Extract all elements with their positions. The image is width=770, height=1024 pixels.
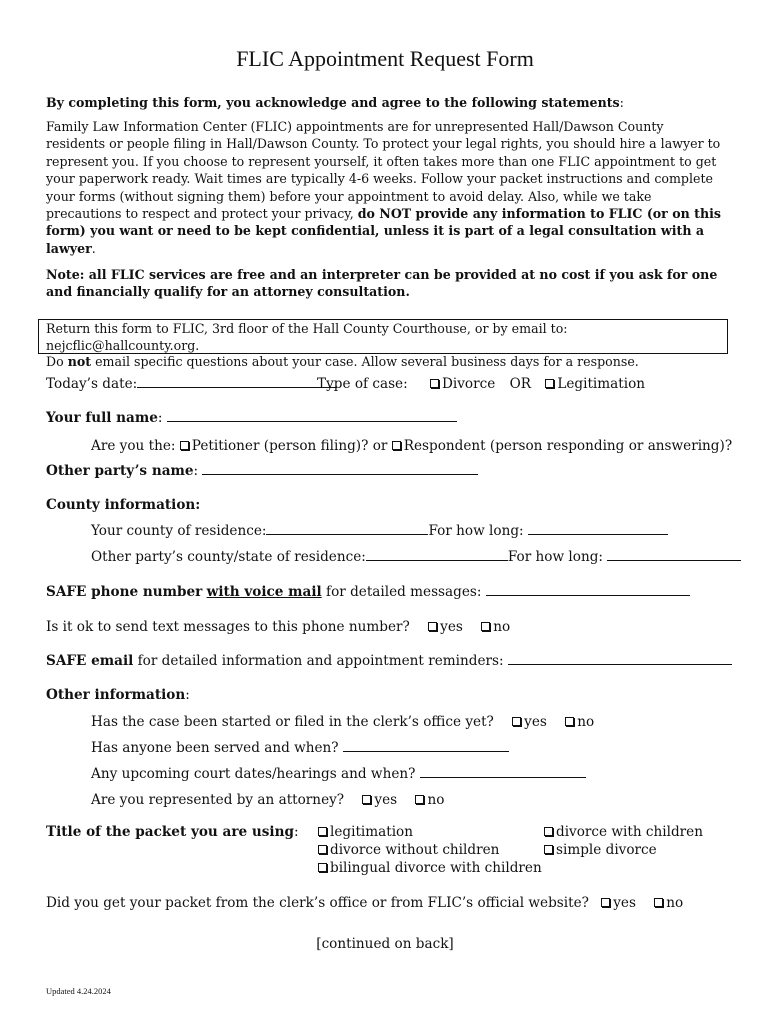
- packet-source-no-checkbox[interactable]: [654, 898, 663, 907]
- packet-legitimation-checkbox[interactable]: [318, 827, 327, 836]
- case-started-no-checkbox[interactable]: [565, 717, 574, 726]
- other-county-field[interactable]: [366, 548, 508, 561]
- other-county-row: Other party’s county/state of residence: For how long:: [91, 548, 741, 566]
- form-title: FLIC Appointment Request Form: [236, 46, 534, 71]
- note-paragraph: Note: all FLIC services are free and an interpreter can be provided at no cost if you ask for one and financially qualify for an attorney consultation.: [46, 267, 718, 300]
- packet-option-legitimation[interactable]: legitimation: [318, 823, 413, 841]
- petitioner-checkbox[interactable]: [180, 441, 189, 450]
- served-row: Has anyone been served and when?: [91, 739, 509, 757]
- packet-title-label: Title of the packet you are using:: [46, 824, 299, 840]
- packet-option-divorce-with-children[interactable]: divorce with children: [544, 823, 703, 841]
- packet-option-simple-divorce[interactable]: simple divorce: [544, 841, 657, 859]
- safe-phone-field[interactable]: [486, 583, 690, 596]
- safe-email-row: SAFE email for detailed information and appointment reminders:: [46, 652, 732, 670]
- todays-date-row: Today’s date:: [46, 375, 337, 393]
- case-started-yes-checkbox[interactable]: [512, 717, 521, 726]
- packet-source-yes-checkbox[interactable]: [601, 898, 610, 907]
- text-ok-row: Is it ok to send text messages to this phone number? yes no: [46, 619, 511, 635]
- type-of-case-row: Type of case: Divorce OR Legitimation: [317, 376, 646, 392]
- packet-divorce-with-children-checkbox[interactable]: [544, 827, 553, 836]
- divorce-checkbox[interactable]: [430, 379, 439, 388]
- county-info-heading: County information:: [46, 497, 201, 513]
- case-started-row: Has the case been started or filed in the clerk’s office yet? yes no: [91, 714, 595, 730]
- packet-option-divorce-without-children[interactable]: divorce without children: [318, 841, 499, 859]
- respondent-checkbox[interactable]: [392, 441, 401, 450]
- safe-email-field[interactable]: [508, 652, 732, 665]
- legitimation-checkbox[interactable]: [545, 379, 554, 388]
- acknowledgement-lead: By completing this form, you acknowledge and agree to the following statements:: [46, 95, 624, 110]
- full-name-field[interactable]: [167, 409, 457, 422]
- represented-row: Are you represented by an attorney? yes no: [91, 792, 445, 808]
- full-name-row: Your full name:: [46, 409, 457, 427]
- text-no-checkbox[interactable]: [481, 622, 490, 631]
- party-role-row: Are you the: Petitioner (person filing)? or Respondent (person responding or answering)?: [91, 438, 733, 454]
- other-info-heading: Other information:: [46, 687, 190, 703]
- return-line-1: Return this form to FLIC, 3rd floor of the Hall County Courthouse, or by email to: nejcflic@hallcounty.org.: [46, 321, 568, 353]
- residence-duration-field[interactable]: [528, 522, 668, 535]
- packet-divorce-without-children-checkbox[interactable]: [318, 845, 327, 854]
- updated-date: Updated 4.24.2024: [46, 986, 111, 996]
- packet-option-bilingual[interactable]: bilingual divorce with children: [318, 859, 542, 877]
- other-party-name-row: Other party’s name:: [46, 462, 478, 480]
- represented-yes-checkbox[interactable]: [362, 795, 371, 804]
- other-party-name-field[interactable]: [202, 462, 478, 475]
- return-line-2: Do not email specific questions about your case. Allow several business days for a response.: [46, 354, 639, 369]
- return-instructions-box: [38, 319, 728, 369]
- served-field[interactable]: [343, 739, 509, 752]
- county-residence-row: Your county of residence: For how long:: [91, 522, 668, 540]
- intro-paragraph: Family Law Information Center (FLIC) appointments are for unrepresented Hall/Dawson County residents or people filing in Hall/Dawson County. To protect your legal rights, you should hire a lawyer to represent you. If you choose to represent yourself, it often takes more than one FLIC appointment to get your paperwork ready. Wait times are typically 4-6 weeks. Follow your packet instructions and complete your forms (without signing them) before your appointment to avoid delay. Also, while we take precautions to respect and protect your privacy, do NOT provide any information to FLIC (or on this form) you want or need to be kept confidential, unless it is part of a legal consultation with a lawyer.: [46, 119, 721, 256]
- text-yes-checkbox[interactable]: [428, 622, 437, 631]
- continued-note: [continued on back]: [316, 936, 454, 952]
- packet-source-row: Did you get your packet from the clerk’s office or from FLIC’s official website? yes no: [46, 895, 684, 911]
- safe-phone-row: SAFE phone number with voice mail for detailed messages:: [46, 583, 690, 601]
- other-residence-duration-field[interactable]: [607, 548, 741, 561]
- county-residence-field[interactable]: [266, 522, 428, 535]
- represented-no-checkbox[interactable]: [415, 795, 424, 804]
- court-dates-row: Any upcoming court dates/hearings and when?: [91, 765, 586, 783]
- todays-date-field[interactable]: [137, 375, 337, 388]
- packet-bilingual-checkbox[interactable]: [318, 863, 327, 872]
- packet-simple-divorce-checkbox[interactable]: [544, 845, 553, 854]
- court-dates-field[interactable]: [420, 765, 586, 778]
